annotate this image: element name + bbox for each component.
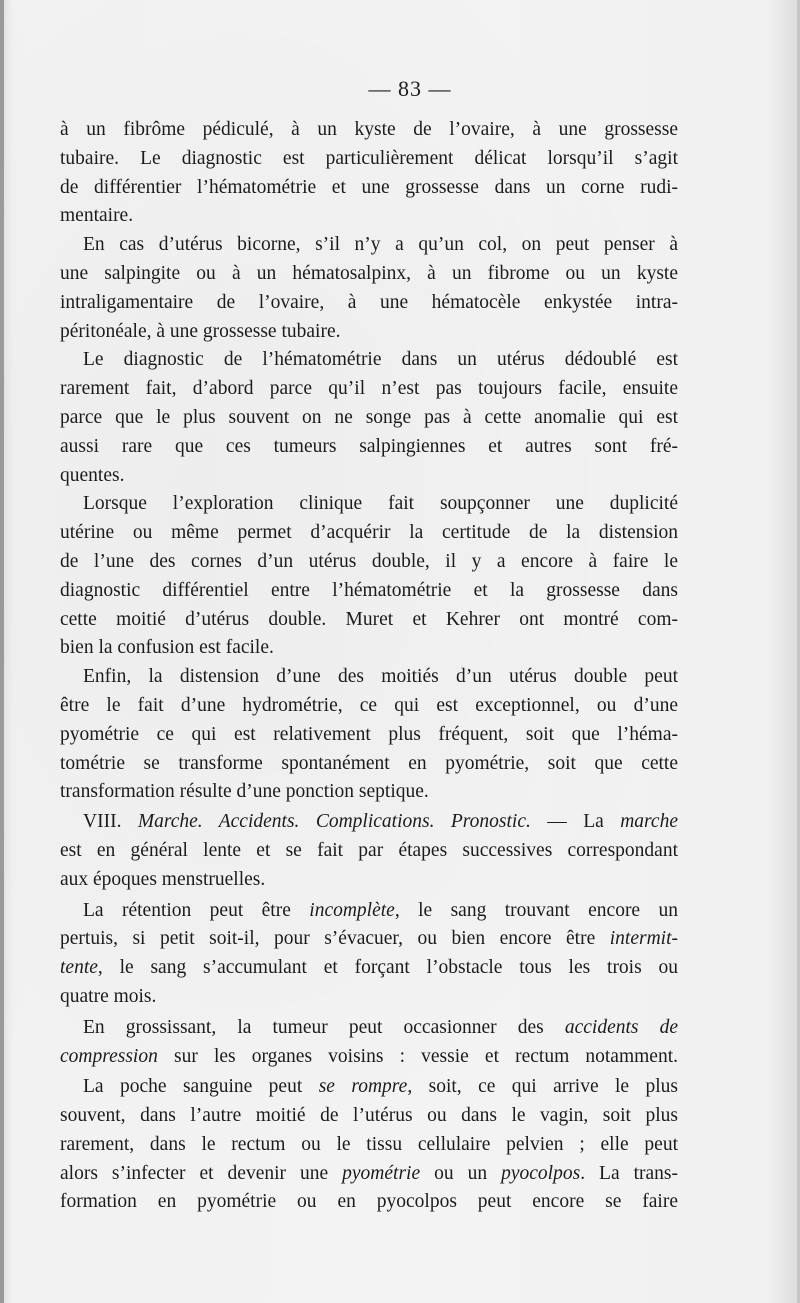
text-fragment: — La: [530, 811, 621, 833]
text-line: une salpingite ou à un hématosalpinx, à un fibrome ou un kyste: [60, 262, 678, 284]
text-line: [60, 954, 678, 983]
section-heading: Marche. Accidents. Complications. Pronostic.: [137, 811, 531, 833]
text-line: aussi rare que ces tumeurs salpingiennes et autres sont fré-: [60, 435, 678, 457]
text-fragment: pertuis, si petit soit-il, pour s’évacuer, ou bien encore être: [60, 928, 610, 950]
text-line: de l’une des cornes d’un utérus double, il y a encore à faire le: [60, 550, 678, 572]
text-line: rarement, dans le rectum ou le tissu cellulaire pelvien ; elle peut: [60, 1133, 678, 1155]
text-line: Le diagnostic de l’hématométrie dans un utérus dédoublé est: [83, 349, 678, 371]
text-line: bien la confusion est facile.: [60, 637, 274, 659]
text-line: diagnostic différentiel entre l’hématométrie et la grossesse dans: [60, 579, 678, 601]
text-fragment: sur les organes voisins : vessie et rectum notamment.: [157, 1045, 678, 1067]
page-edge-left: [0, 0, 4, 1303]
text-fragment: , le sang s’accumulant et forçant l’obstacle tous les trois ou: [97, 957, 678, 979]
text-fragment: , le sang trouvant encore un: [394, 899, 678, 921]
text-line: intraligamentaire de l’ovaire, à une hématocèle enkystée intra-: [60, 291, 678, 313]
text-line: parce que le plus souvent on ne songe pas à cette anomalie qui est: [60, 406, 678, 428]
text-line: Enfin, la distension d’une des moitiés d’un utérus double peut: [83, 666, 678, 688]
emphasis-term: tente: [60, 957, 98, 979]
text-line: mentaire.: [60, 205, 134, 227]
text-line: à un fibrôme pédiculé, à un kyste de l’ovaire, à une grossesse: [60, 119, 678, 140]
emphasis-term: marche: [620, 811, 678, 833]
text-line: tométrie se transforme spontanément en pyométrie, soit que cette: [60, 752, 678, 774]
section-heading-line: [60, 808, 678, 837]
text-line: [60, 1073, 678, 1102]
page-number: — 83 —: [368, 76, 452, 101]
text-line: [60, 897, 678, 926]
text-line: [60, 1014, 678, 1043]
text-line: [60, 925, 678, 954]
text-line: être le fait d’une hydrométrie, ce qui est exceptionnel, ou d’une: [60, 694, 678, 716]
emphasis-term: compression: [60, 1045, 158, 1067]
text-line: formation en pyométrie ou en pyocolpos peut encore se faire: [60, 1191, 678, 1213]
text-fragment: , soit, ce qui arrive le plus: [407, 1076, 679, 1098]
text-line: [60, 1160, 678, 1189]
text-line: aux époques menstruelles.: [60, 868, 266, 890]
text-line: pyométrie ce qui est relativement plus fréquent, soit que l’héma-: [60, 723, 678, 745]
text-line: péritonéale, à une grossesse tubaire.: [60, 320, 341, 342]
emphasis-term: incomplète: [309, 899, 395, 921]
text-fragment: alors s’infecter et devenir une: [60, 1162, 343, 1184]
emphasis-term: se rompre: [318, 1076, 408, 1098]
text-fragment: ou un: [420, 1162, 502, 1184]
text-line: souvent, dans l’autre moitié de l’utérus ou dans le vagin, soit plus: [60, 1105, 678, 1127]
text-fragment: La rétention peut être: [83, 899, 310, 921]
text-line: Lorsque l’exploration clinique fait soupçonner une duplicité: [83, 493, 678, 515]
text-line: [60, 1043, 678, 1072]
text-line: est en général lente et se fait par étapes successives correspondant: [60, 839, 678, 861]
emphasis-term: intermit-: [609, 928, 678, 950]
text-line: tubaire. Le diagnostic est particulièrement délicat lorsqu’il s’agit: [60, 147, 678, 169]
emphasis-term: accidents de: [564, 1016, 678, 1038]
section-number: VIII.: [83, 811, 138, 833]
text-line: transformation résulte d’une ponction septique.: [60, 781, 429, 803]
text-line: quentes.: [60, 464, 125, 486]
text-line: de différentier l’hématométrie et une grossesse dans un corne rudi-: [60, 176, 678, 198]
emphasis-term: pyocolpos: [501, 1162, 581, 1184]
text-line: rarement fait, d’abord parce qu’il n’est pas toujours facile, ensuite: [60, 378, 678, 400]
text-fragment: . La trans-: [580, 1162, 678, 1184]
text-line: cette moitié d’utérus double. Muret et Kehrer ont montré com-: [60, 608, 678, 630]
text-line: En cas d’utérus bicorne, s’il n’y a qu’un col, on peut penser à: [83, 234, 678, 256]
body-text: [60, 116, 678, 1217]
text-fragment: En grossissant, la tumeur peut occasionner des: [83, 1016, 565, 1038]
text-line: utérine ou même permet d’acquérir la certitude de la distension: [60, 522, 678, 544]
emphasis-term: pyométrie: [342, 1162, 421, 1184]
text-line: quatre mois.: [60, 985, 157, 1007]
text-fragment: La poche sanguine peut: [83, 1076, 319, 1098]
